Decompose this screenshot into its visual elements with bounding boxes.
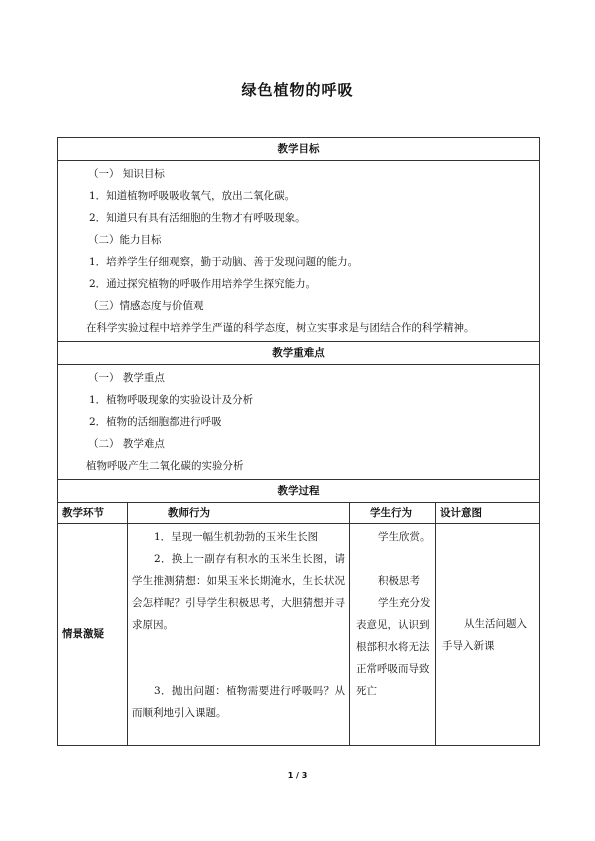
stage-cell: 情景激疑 (58, 524, 128, 746)
goal-line: 1．知道植物呼吸吸收氧气，放出二氧化碳。 (89, 190, 296, 202)
design-intent: 从生活问题入手导入新课 (442, 617, 527, 652)
goals-heading: 教学目标 (58, 138, 540, 161)
process-heading: 教学过程 (58, 480, 540, 503)
goals-section (58, 161, 540, 342)
teacher-cell (128, 524, 350, 746)
column-header-teacher: 教师行为 (128, 503, 350, 524)
keypoint-line: （二） 教学难点 (88, 438, 165, 450)
goal-line: 2．通过探究植物的呼吸作用培养学生探究能力。 (89, 278, 317, 290)
goal-line: 在科学实验过程中培养学生严谨的科学态度，树立实事求是与团结合作的科学精神。 (86, 322, 475, 334)
student-spacer (356, 548, 431, 570)
goal-line: （三）情感态度与价值观 (88, 300, 204, 312)
goal-line: （一） 知识目标 (88, 168, 165, 180)
column-header-student: 学生行为 (350, 503, 436, 524)
design-cell (436, 524, 540, 746)
student-action: 学生欣赏。 (378, 531, 431, 543)
goal-line: （二）能力目标 (88, 234, 162, 246)
column-header-stage: 教学环节 (58, 503, 128, 524)
column-header-design: 设计意图 (436, 503, 540, 524)
student-action: 积极思考 (378, 575, 420, 587)
page-number: 1 / 3 (287, 771, 308, 780)
goal-line: 1．培养学生仔细观察，勤于动脑、善于发现问题的能力。 (89, 256, 359, 268)
teacher-step: 1．呈现一幅生机勃勃的玉米生长图 (154, 531, 319, 543)
teacher-spacer (132, 636, 345, 680)
lesson-plan-table (57, 137, 540, 746)
keypoint-line: 植物呼吸产生二氧化碳的实验分析 (86, 460, 244, 472)
teacher-step: 2．换上一副存有积水的玉米生长图，请学生推测猜想：如果玉米长期淹水，生长状况会怎样呢？引导学生积极思考，大胆猜想并寻求原因。 (132, 553, 345, 631)
student-action: 学生充分发表意见，认识到根部积水将无法正常呼吸而导致死亡 (356, 597, 431, 697)
keypoints-heading: 教学重难点 (58, 342, 540, 365)
keypoint-line: 2．植物的活细胞都进行呼吸 (89, 416, 222, 428)
keypoint-line: 1．植物呼吸现象的实验设计及分析 (89, 394, 254, 406)
student-cell (350, 524, 436, 746)
goal-line: 2．知道只有具有活细胞的生物才有呼吸现象。 (89, 212, 306, 224)
teacher-step: 3．抛出问题：植物需要进行呼吸吗？从而顺利地引入课题。 (132, 685, 345, 719)
document-title: 绿色植物的呼吸 (241, 81, 354, 99)
keypoint-line: （一） 教学重点 (88, 372, 165, 384)
keypoints-section (58, 365, 540, 480)
